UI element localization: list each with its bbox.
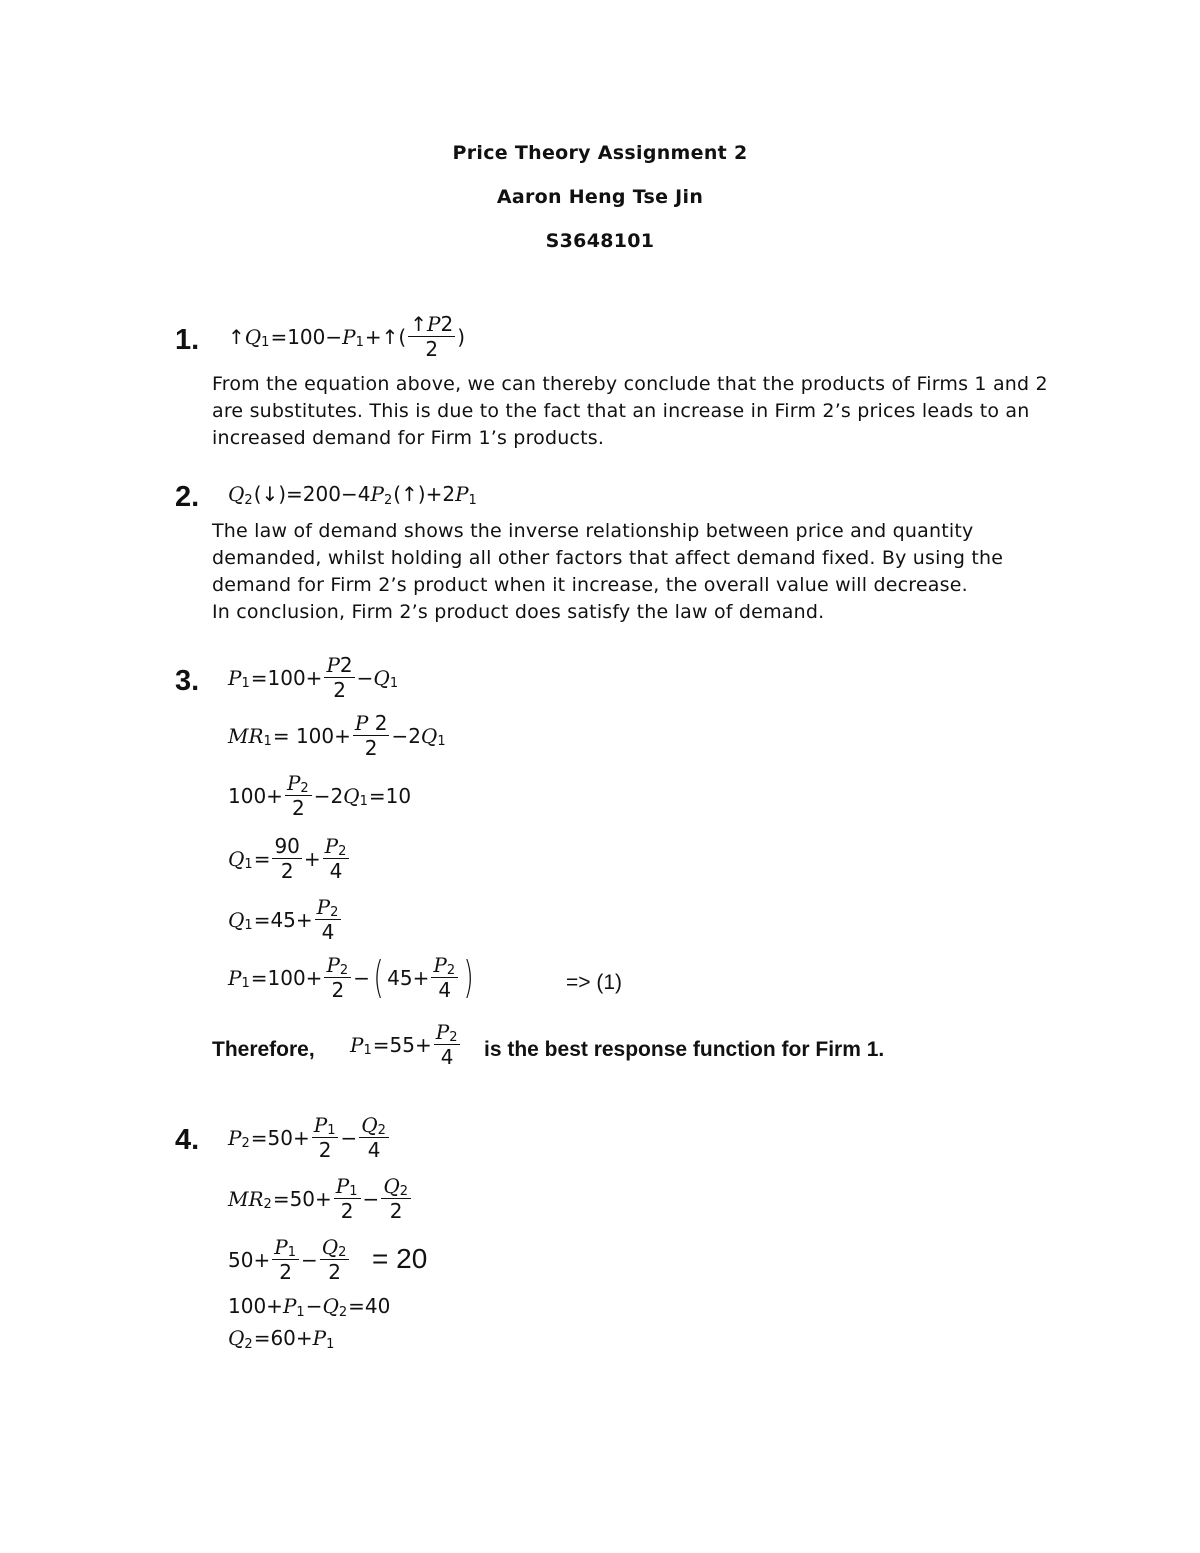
q1-paragraph	[212, 371, 1112, 452]
q3-substitution: P 1 =100+ P 2 2 − ( 45+ P 2 4 )	[228, 951, 474, 1003]
q2-paragraph-line: The law of demand shows the inverse relationship between price and quantity	[212, 520, 974, 542]
q4-simplified: 100+ P 1 − Q 2 =40	[228, 1294, 391, 1320]
question-2-number: 2.	[175, 481, 200, 513]
question-4-number: 4.	[175, 1124, 200, 1156]
document-title: Price Theory Assignment 2	[452, 142, 748, 164]
q2-demand-equation: Q 2 (↓)=200−4 P 2 (↑)+2 P 1	[228, 482, 477, 508]
question-1-number: 1.	[175, 324, 200, 356]
q1-demand-equation: ↑ Q 1 =100− P 1 +↑( ↑ P 2 2 )	[228, 312, 466, 361]
q3-marginal-revenue: MR 1 = 100+ P 2 2 −2 Q 1	[228, 711, 446, 760]
q3-conclusion-prefix: Therefore,	[212, 1038, 315, 1061]
question-3-number: 3.	[175, 665, 200, 697]
q2-paragraph-line: demanded, whilst holding all other factors that affect demand fixed. By using the	[212, 547, 1004, 569]
q1-paragraph-line: are substitutes. This is due to the fact that an increase in Firm 2’s prices leads to an	[212, 400, 1030, 422]
q4-marginal-revenue: MR 2 =50+ P 1 2 − Q 2 2	[228, 1174, 413, 1223]
q1-paragraph-line: From the equation above, we can thereby conclude that the products of Firms 1 and 2	[212, 373, 1048, 395]
q3-q1-simplified: Q 1 =45+ P 2 4	[228, 895, 343, 944]
q3-conclusion-suffix: is the best response function for Firm 1.	[484, 1038, 885, 1061]
q4-q2-solved: Q 2 =60+ P 1	[228, 1326, 335, 1352]
q3-best-response-function: P 1 =55+ P 2 4	[350, 1020, 462, 1069]
q2-paragraph-line: demand for Firm 2’s product when it increase, the overall value will decrease.	[212, 574, 968, 596]
q2-paragraph-line: In conclusion, Firm 2’s product does satisfy the law of demand.	[212, 601, 825, 623]
q3-inverse-demand: P 1 =100+ P 2 2 − Q 1	[228, 653, 399, 702]
q3-mr-equals-mc: 100+ P 2 2 −2 Q 1 =10	[228, 771, 412, 820]
q3-q1-solve: Q 1 = $\frac{90}{2}$ + P 2 4	[228, 834, 351, 883]
q1-paragraph-line: increased demand for Firm 1’s products.	[212, 427, 605, 449]
q4-mr-expression: 50+ P 1 2 − Q 2 2	[228, 1235, 351, 1284]
q3-equation-label: => (1)	[566, 971, 623, 994]
student-id: S3648101	[545, 230, 655, 252]
q2-paragraph	[212, 518, 1112, 626]
q4-equals-20: = 20	[372, 1243, 428, 1274]
q4-inverse-demand: P 2 =50+ P 1 2 − Q 2 4	[228, 1113, 391, 1162]
author-name: Aaron Heng Tse Jin	[496, 186, 704, 208]
